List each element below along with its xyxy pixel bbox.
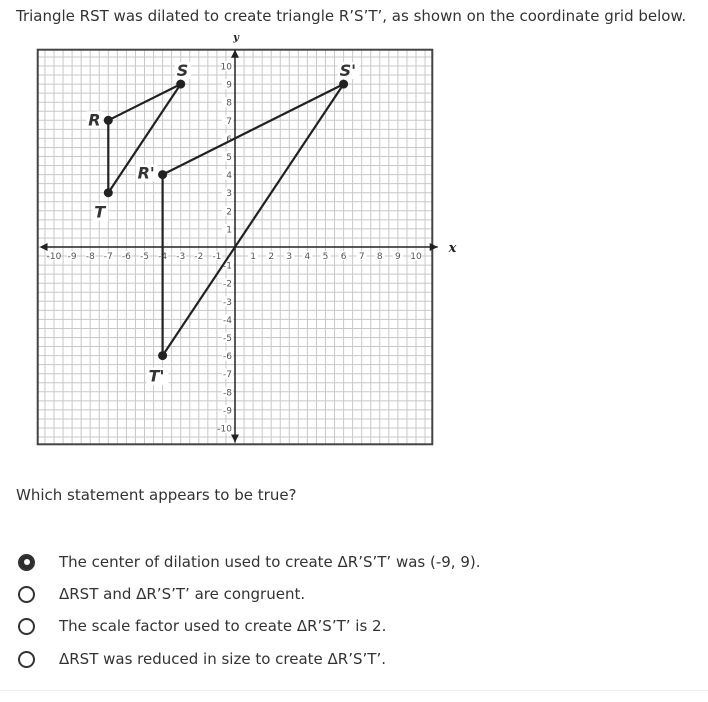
y-tick-label: -10 [217, 424, 232, 435]
choice-label: The center of dilation used to create ΔR’S’T’ was (-9, 9). [59, 553, 481, 571]
x-tick-label: 1 [250, 252, 256, 262]
vertex-point [176, 80, 185, 89]
x-tick-label: -4 [158, 252, 168, 262]
x-tick-label: -9 [67, 252, 77, 262]
radio-button[interactable] [18, 651, 35, 668]
y-tick-label: 8 [226, 98, 232, 109]
choice-label: The scale factor used to create ΔR’S’T’ is 2. [59, 617, 387, 635]
vertex-label: S' [339, 61, 357, 81]
y-tick-label: -8 [223, 388, 232, 399]
y-tick-label: -9 [223, 406, 232, 417]
vertex-point [104, 188, 113, 197]
y-tick-label: 7 [226, 116, 232, 127]
y-tick-label: 2 [226, 207, 232, 218]
x-tick-label: -3 [176, 252, 186, 262]
x-axis-label: x [448, 241, 457, 256]
y-tick-label: -5 [223, 334, 232, 344]
x-tick-label: 9 [395, 252, 401, 262]
coordinate-grid [0, 30, 708, 455]
vertex-point [104, 116, 113, 125]
x-axis-arrow-icon [40, 243, 48, 251]
question-text: Which statement appears to be true? [16, 486, 297, 504]
y-tick-label: 6 [226, 134, 232, 145]
choice-3[interactable] [18, 614, 386, 638]
x-tick-label: 10 [410, 252, 422, 262]
question-prompt: Triangle RST was dilated to create triangle R’S’T’, as shown on the coordinate grid below. [16, 7, 687, 25]
x-tick-label: 5 [322, 252, 329, 262]
choice-label: ΔRST and ΔR’S’T’ are congruent. [59, 585, 306, 603]
y-tick-label: 1 [226, 225, 232, 236]
y-tick-label: 3 [226, 189, 232, 200]
y-tick-label: 4 [226, 171, 232, 182]
x-tick-label: 4 [304, 252, 311, 262]
y-axis-label: y [233, 32, 239, 44]
divider [0, 690, 708, 691]
vertex-label: R [88, 110, 101, 130]
x-tick-label: -2 [194, 252, 204, 262]
x-tick-label: -10 [46, 252, 62, 262]
x-tick-label: -7 [103, 252, 113, 262]
vertex-label: T' [148, 366, 165, 386]
y-tick-label: 5 [226, 153, 232, 163]
y-tick-label: -2 [223, 279, 232, 290]
x-tick-label: -1 [212, 252, 222, 262]
radio-button[interactable] [18, 618, 35, 635]
x-tick-label: 8 [376, 252, 383, 262]
x-tick-label: -6 [121, 252, 131, 262]
vertex-point [158, 351, 167, 360]
vertex-label: T [94, 202, 106, 222]
x-tick-label: -5 [140, 252, 149, 262]
y-tick-label: 10 [220, 62, 232, 73]
y-tick-label: -6 [223, 352, 232, 363]
x-axis-arrow-icon [430, 243, 438, 251]
radio-button[interactable] [18, 586, 35, 603]
x-tick-label: 7 [358, 252, 365, 262]
vertex-point [158, 170, 167, 179]
radio-button[interactable] [18, 554, 35, 571]
x-tick-label: 3 [286, 252, 293, 262]
choice-label: ΔRST was reduced in size to create ΔR’S’T’. [59, 650, 386, 668]
y-tick-label: -1 [223, 261, 232, 272]
y-tick-label: -7 [223, 370, 232, 381]
x-tick-label: 6 [340, 252, 347, 262]
y-tick-label: -4 [223, 315, 232, 326]
y-axis-arrow-icon [231, 434, 239, 442]
choice-2[interactable] [18, 582, 305, 606]
y-axis-arrow-icon [231, 50, 239, 58]
vertex-label: S [176, 61, 189, 81]
x-tick-label: -8 [85, 252, 95, 262]
y-tick-label: -3 [223, 297, 232, 308]
choice-4[interactable] [18, 647, 386, 671]
x-tick-label: 2 [268, 252, 275, 262]
y-tick-label: 9 [226, 80, 232, 91]
vertex-label: R' [137, 163, 155, 183]
choice-1[interactable] [18, 550, 481, 574]
vertex-point [339, 80, 348, 89]
